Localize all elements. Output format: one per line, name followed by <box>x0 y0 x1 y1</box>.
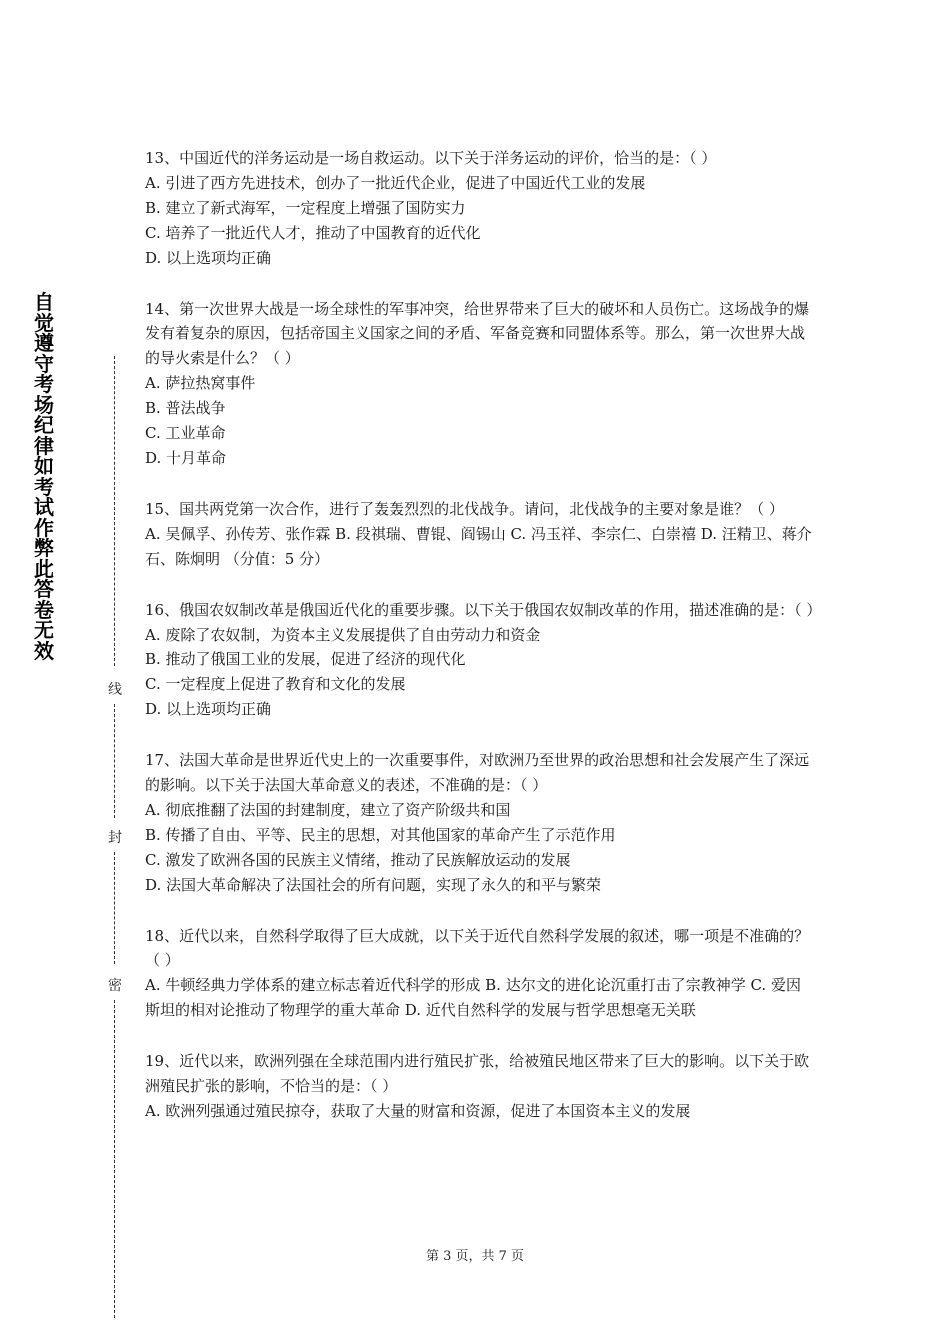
question-18 <box>145 924 815 1024</box>
option-a: A. 废除了农奴制，为资本主义发展提供了自由劳动力和资金 <box>145 625 541 644</box>
option-c: C. 激发了欧洲各国的民族主义情绪，推动了民族解放运动的发展 <box>145 850 571 869</box>
option-b: B. 推动了俄国工业的发展，促进了经济的现代化 <box>145 650 466 669</box>
option-c: C. 培养了一批近代人才，推动了中国教育的近代化 <box>145 223 481 242</box>
page-number: 第 3 页，共 7 页 <box>425 1249 525 1264</box>
question-stem: 17、法国大革命是世界近代史上的一次重要事件，对欧洲乃至世界的政治思想和社会发展产生了深远的影响。以下关于法国大革命意义的表述，不准确的是：（ ） <box>145 751 810 795</box>
option-c: C. 工业革命 <box>145 424 226 443</box>
options-inline: A. 牛顿经典力学体系的建立标志着近代科学的形成 B. 达尔文的进化论沉重打击了宗教神学 C. 爱因斯坦的相对论推动了物理学的重大革命 D. 近代自然科学的发展与哲学思想毫无关联 <box>145 976 801 1020</box>
question-19 <box>145 1049 815 1124</box>
question-stem: 16、俄国农奴制改革是俄国近代化的重要步骤。以下关于俄国农奴制改革的作用，描述准确的是：（ ） <box>145 600 822 619</box>
option-d: D. 以上选项均正确 <box>145 700 272 719</box>
seal-label-line: 线 <box>108 682 122 698</box>
binding-dashed-line <box>114 1000 115 1318</box>
binding-dashed-line <box>114 852 115 964</box>
question-14 <box>145 297 815 471</box>
option-a: A. 引进了西方先进技术，创办了一批近代企业，促进了中国近代工业的发展 <box>145 173 646 192</box>
question-13 <box>145 146 815 271</box>
option-d: D. 以上选项均正确 <box>145 248 272 267</box>
option-c: C. 一定程度上促进了教育和文化的发展 <box>145 675 406 694</box>
option-b: B. 普法战争 <box>145 399 226 418</box>
option-a: A. 欧洲列强通过殖民掠夺，获取了大量的财富和资源，促进了本国资本主义的发展 <box>145 1102 691 1120</box>
seal-label-seal: 封 <box>108 830 122 846</box>
option-b: B. 传播了自由、平等、民主的思想，对其他国家的革命产生了示范作用 <box>145 825 616 844</box>
question-list <box>145 146 822 1150</box>
question-stem: 19、近代以来，欧洲列强在全球范围内进行殖民扩张，给被殖民地区带来了巨大的影响。以下关于欧洲殖民扩张的影响，不恰当的是：（ ） <box>145 1052 810 1096</box>
question-15 <box>145 497 815 572</box>
question-16 <box>145 598 822 723</box>
option-d: D. 十月革命 <box>145 448 227 467</box>
seal-label-secret: 密 <box>108 978 122 994</box>
binding-dashed-line <box>114 356 115 666</box>
option-a: A. 彻底推翻了法国的封建制度，建立了资产阶级共和国 <box>145 800 511 819</box>
question-17 <box>145 748 815 897</box>
option-a: A. 萨拉热窝事件 <box>145 374 256 393</box>
option-b: B. 建立了新式海军，一定程度上增强了国防实力 <box>145 198 466 217</box>
binding-dashed-line <box>114 704 115 818</box>
question-stem: 15、国共两党第一次合作，进行了轰轰烈烈的北伐战争。请问，北伐战争的主要对象是谁？（ ） <box>145 499 784 518</box>
option-d: D. 法国大革命解决了法国社会的所有问题，实现了永久的和平与繁荣 <box>145 875 602 894</box>
question-stem: 18、近代以来，自然科学取得了巨大成就，以下关于近代自然科学发展的叙述，哪一项是不准确的？（ ） <box>145 926 810 970</box>
question-stem: 13、中国近代的洋务运动是一场自救运动。以下关于洋务运动的评价，恰当的是：（ ） <box>145 149 717 167</box>
question-stem: 14、第一次世界大战是一场全球性的军事冲突，给世界带来了巨大的破坏和人员伤亡。这场战争的爆发有着复杂的原因，包括帝国主义国家之间的矛盾、军备竞赛和同盟体系等。那么，第一次世界大战的导火索是什么？（ ） <box>145 299 810 368</box>
exam-discipline-warning: 自觉遵守考场纪律如考试作弊此答卷无效 <box>34 290 54 663</box>
options-inline: A. 吴佩孚、孙传芳、张作霖 B. 段祺瑞、曹锟、阎锡山 C. 冯玉祥、李宗仁、白崇禧 D. 汪精卫、蒋介石、陈炯明 （分值：5 分） <box>145 524 812 568</box>
